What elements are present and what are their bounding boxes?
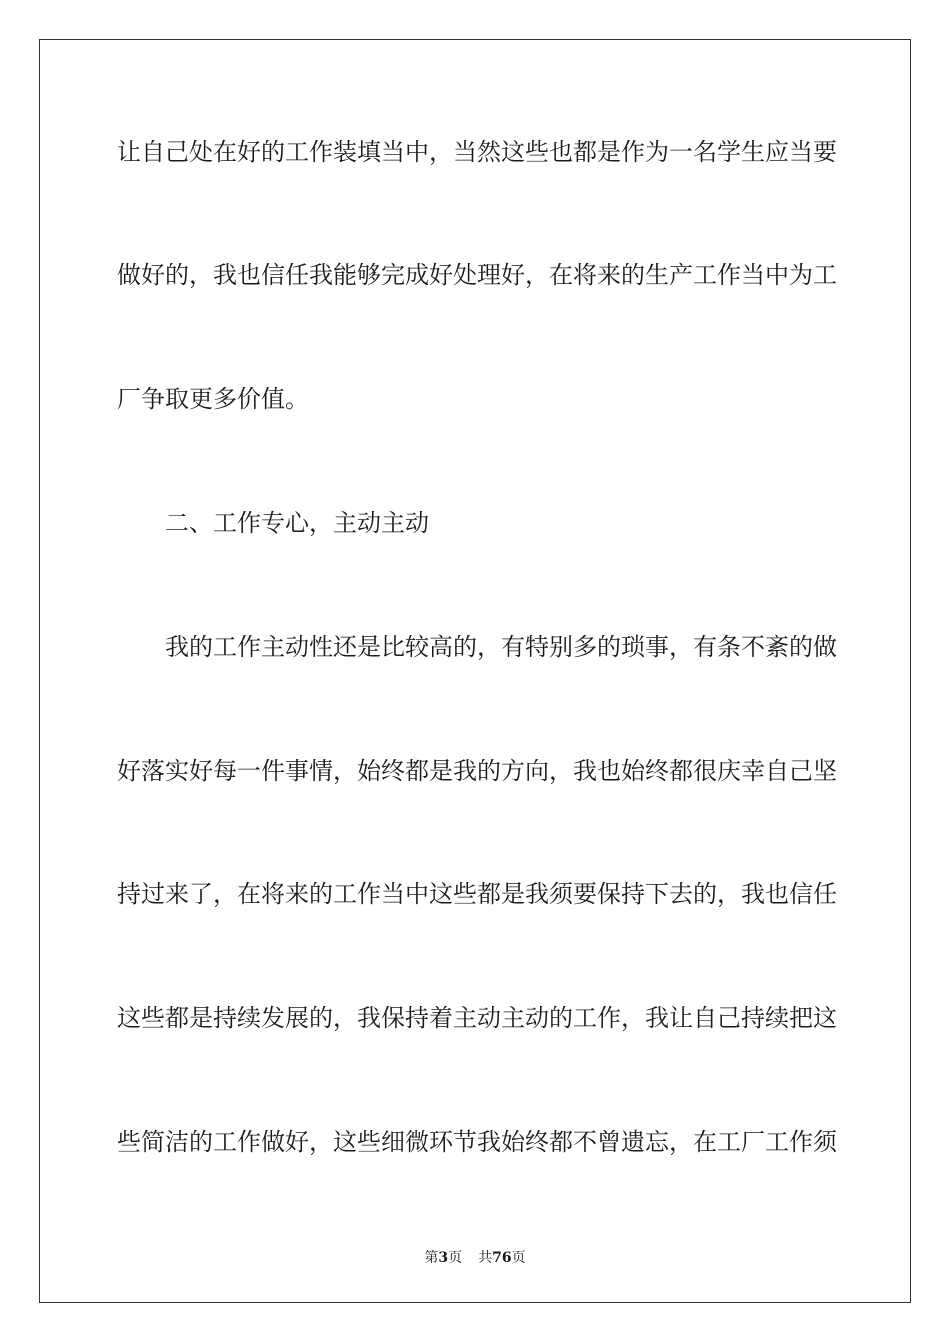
total-suffix: 页 <box>511 1250 526 1266</box>
page-prefix: 第 <box>424 1250 439 1266</box>
page-footer <box>0 1249 950 1267</box>
total-pages: 76 <box>492 1250 512 1266</box>
paragraph-line: 些简洁的工作做好，这些细微环节我始终都不曾遗忘，在工厂工作须 <box>117 1128 837 1156</box>
paragraph-line: 这些都是持续发展的，我保持着主动主动的工作，我让自己持续把这 <box>117 1004 837 1032</box>
page-suffix: 页 <box>448 1250 463 1266</box>
paragraph-line: 做好的，我也信任我能够完成好处理好，在将来的生产工作当中为工 <box>117 261 837 289</box>
paragraph-line: 好落实好每一件事情，始终都是我的方向，我也始终都很庆幸自己坚 <box>117 757 837 785</box>
paragraph-line: 持过来了，在将来的工作当中这些都是我须要保持下去的，我也信任 <box>117 880 837 908</box>
section-heading: 二、工作专心，主动主动 <box>165 509 429 537</box>
total-prefix: 共 <box>478 1250 493 1266</box>
page-border <box>39 39 911 1303</box>
page-number: 3 <box>438 1250 449 1266</box>
paragraph-line: 让自己处在好的工作装填当中，当然这些也都是作为一名学生应当要 <box>117 138 837 166</box>
paragraph-line: 我的工作主动性还是比较高的，有特别多的琐事，有条不紊的做 <box>165 633 837 661</box>
paragraph-line: 厂争取更多价值。 <box>117 385 309 413</box>
